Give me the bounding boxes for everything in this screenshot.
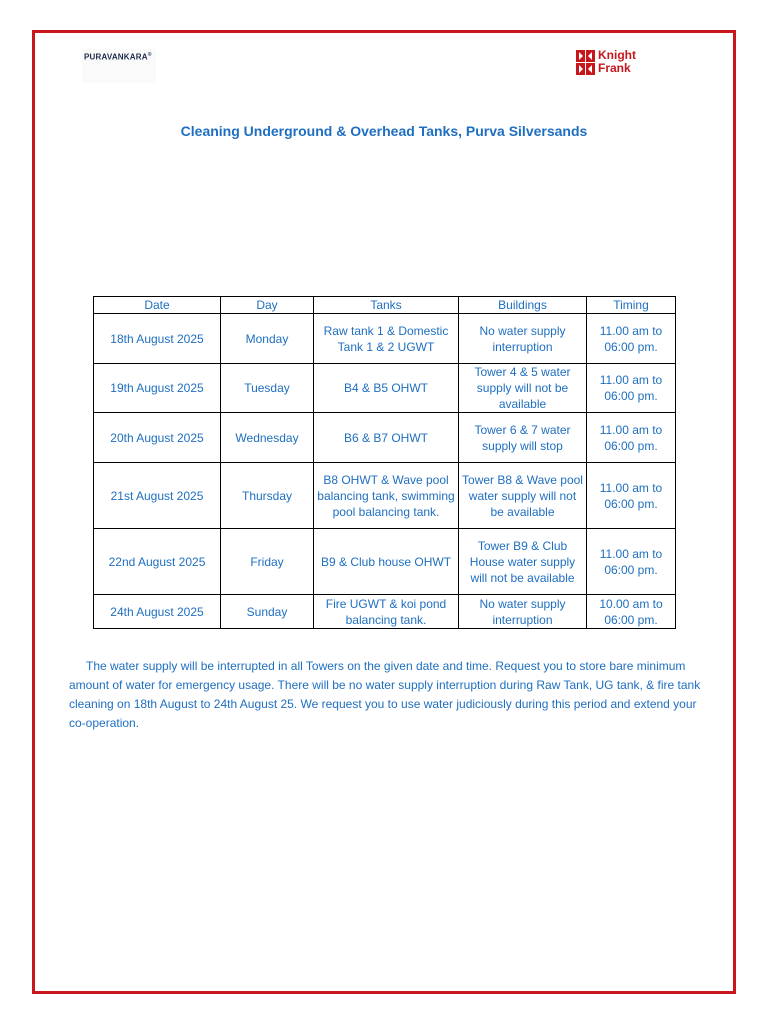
cell-timing: 11.00 am to 06:00 pm. <box>587 463 676 529</box>
notice-paragraph: The water supply will be interrupted in all Towers on the given date and time. Request you to store bare minimum amount of water for emergency usage. There will be no water supply interruption during Raw Tank, UG tank, & fire tank cleaning on 18th August to 24th August 25. We request you to use water judiciously during this period and extend your co-operation. <box>69 659 701 730</box>
header-day: Day <box>221 297 314 314</box>
cell-day: Monday <box>221 314 314 364</box>
table-header-row <box>94 297 676 314</box>
knight-frank-line1: Knight <box>598 48 636 62</box>
cell-buildings: Tower 6 & 7 water supply will stop <box>459 413 587 463</box>
table-row <box>94 413 676 463</box>
cell-buildings: No water supply interruption <box>459 314 587 364</box>
table-row <box>94 364 676 413</box>
cell-date: 19th August 2025 <box>94 364 221 413</box>
cell-timing: 11.00 am to 06:00 pm. <box>587 364 676 413</box>
cell-timing: 11.00 am to 06:00 pm. <box>587 529 676 595</box>
cell-buildings: No water supply interruption <box>459 595 587 629</box>
cell-day: Wednesday <box>221 413 314 463</box>
knight-frank-mark-icon <box>576 50 596 76</box>
cell-buildings: Tower B8 & Wave pool water supply will not be available <box>459 463 587 529</box>
cell-day: Thursday <box>221 463 314 529</box>
page-title: Cleaning Underground & Overhead Tanks, Purva Silversands <box>180 123 588 139</box>
puravankara-logo <box>82 49 156 83</box>
knight-frank-logo <box>576 49 656 79</box>
cell-tanks: B9 & Club house OHWT <box>314 529 459 595</box>
cell-date: 22nd August 2025 <box>94 529 221 595</box>
cell-date: 20th August 2025 <box>94 413 221 463</box>
cell-timing: 11.00 am to 06:00 pm. <box>587 314 676 364</box>
cell-date: 18th August 2025 <box>94 314 221 364</box>
cell-timing: 10.00 am to 06:00 pm. <box>587 595 676 629</box>
puravankara-logo-text: PURAVANKARA® <box>84 52 152 62</box>
cell-timing: 11.00 am to 06:00 pm. <box>587 413 676 463</box>
cell-day: Sunday <box>221 595 314 629</box>
cell-buildings: Tower 4 & 5 water supply will not be available <box>459 364 587 413</box>
cell-day: Friday <box>221 529 314 595</box>
header-date: Date <box>94 297 221 314</box>
header-timing: Timing <box>587 297 676 314</box>
table-row <box>94 314 676 364</box>
cell-tanks: B6 & B7 OHWT <box>314 413 459 463</box>
cell-tanks: B4 & B5 OHWT <box>314 364 459 413</box>
cell-tanks: Fire UGWT & koi pond balancing tank. <box>314 595 459 629</box>
cell-buildings: Tower B9 & Club House water supply will not be available <box>459 529 587 595</box>
header-tanks: Tanks <box>314 297 459 314</box>
table-row <box>94 529 676 595</box>
table-row <box>94 463 676 529</box>
cell-date: 24th August 2025 <box>94 595 221 629</box>
table-row <box>94 595 676 629</box>
cell-tanks: B8 OHWT & Wave pool balancing tank, swimming pool balancing tank. <box>314 463 459 529</box>
knight-frank-line2: Frank <box>598 61 631 75</box>
cell-day: Tuesday <box>221 364 314 413</box>
knight-frank-logo-text <box>598 49 636 75</box>
cleaning-schedule-table <box>93 296 676 629</box>
cell-tanks: Raw tank 1 & Domestic Tank 1 & 2 UGWT <box>314 314 459 364</box>
cell-date: 21st August 2025 <box>94 463 221 529</box>
header-buildings: Buildings <box>459 297 587 314</box>
